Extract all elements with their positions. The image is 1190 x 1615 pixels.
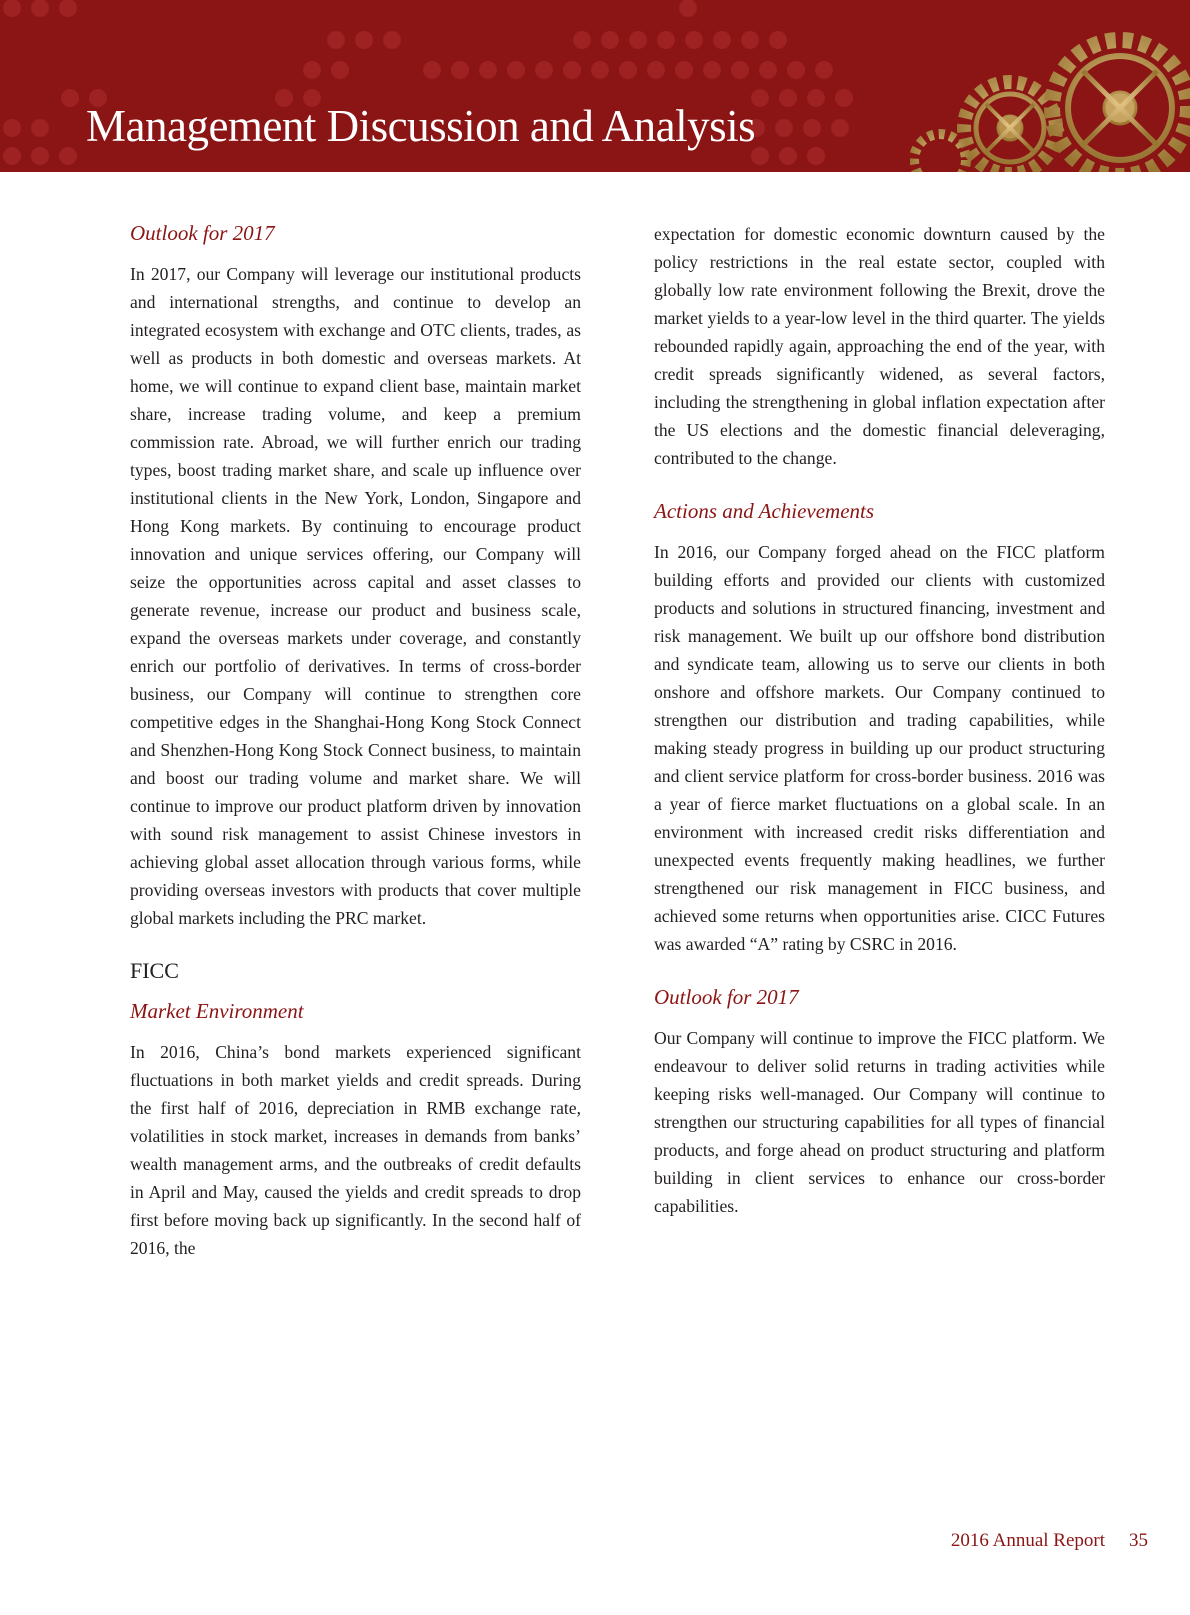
actions-heading: Actions and Achievements [654, 499, 875, 523]
page-number: 35 [1129, 1530, 1148, 1551]
outlook-heading: Outlook for 2017 [130, 221, 275, 245]
outlook-paragraph: In 2017, our Company will leverage our institutional products and international strengths, and continue to develop an integrated ecosystem with exchange and OTC clients, trades, as well as products in both domestic and overseas markets. At home, we will continue to expand client base, maintain market share, increase trading volume, and keep a premium commission rate. Abroad, we will further enrich our trading types, boost trading market share, and scale up influence over institutional clients in the New York, London, Singapore and Hong Kong markets. By continuing to encourage product innovation and unique services offering, our Company will seize the opportunities across capital and asset classes to generate revenue, increase our product and business scale, expand the overseas markets under coverage, and constantly enrich our portfolio of derivatives. In terms of cross-border business, our Company will continue to strengthen core competitive edges in the Shanghai-Hong Kong Stock Connect and Shenzhen-Hong Kong Stock Connect business, to maintain and boost our trading volume and market share. We will continue to improve our product platform driven by innovation with sound risk management to assist Chinese investors in achieving global asset allocation through various forms, while providing overseas investors with products that cover multiple global markets including the PRC market. [130, 264, 581, 928]
market-environment-heading: Market Environment [130, 999, 304, 1023]
market-environment-paragraph-continued: expectation for domestic economic downturn caused by the policy restrictions in the real estate sector, coupled with globally low rate environment following the Brexit, drove the market yields to a year-low level in the third quarter. The yields rebounded rapidly again, approaching the end of the year, with credit spreads significantly widened, as several factors, including the strengthening in global inflation expectation after the US elections and the domestic financial deleveraging, contributed to the change. [654, 224, 1105, 468]
report-label: 2016 Annual Report [950, 1530, 1105, 1551]
right-column [654, 220, 1105, 1246]
market-environment-paragraph: In 2016, China’s bond markets experienced significant fluctuations in both market yields and credit spreads. During the first half of 2016, depreciation in RMB exchange rate, volatilities in stock market, increases in demands from banks’ wealth management arms, and the outbreaks of credit defaults in April and May, caused the yields and credit spreads to drop first before moving back up significantly. In the second half of 2016, the [130, 1042, 581, 1258]
gears-icon [910, 0, 1190, 172]
ficc-heading: FICC [130, 958, 179, 983]
left-column [130, 220, 581, 1288]
ficc-outlook-heading: Outlook for 2017 [654, 985, 799, 1009]
header-banner [0, 0, 1190, 172]
page-footer [951, 1530, 1148, 1552]
page-title: Management Discussion and Analysis [86, 101, 756, 151]
ficc-outlook-paragraph: Our Company will continue to improve the FICC platform. We endeavour to deliver solid returns in trading activities while keeping risks well-managed. Our Company will continue to strengthen our structuring capabilities for all types of financial products, and forge ahead on product structuring and platform building in client services to enhance our cross-border capabilities. [654, 1028, 1105, 1216]
actions-paragraph: In 2016, our Company forged ahead on the FICC platform building efforts and provided our clients with customized products and solutions in structured financing, investment and risk management. We built up our offshore bond distribution and syndicate team, allowing us to serve our clients in both onshore and offshore markets. Our Company continued to strengthen our distribution and trading capabilities, while making steady progress in building up our product structuring and client service platform for cross-border business. 2016 was a year of fierce market fluctuations on a global scale. In an environment with increased credit risks differentiation and unexpected events frequently making headlines, we further strengthened our risk management in FICC business, and achieved some returns when opportunities arise. CICC Futures was awarded “A” rating by CSRC in 2016. [654, 542, 1105, 954]
